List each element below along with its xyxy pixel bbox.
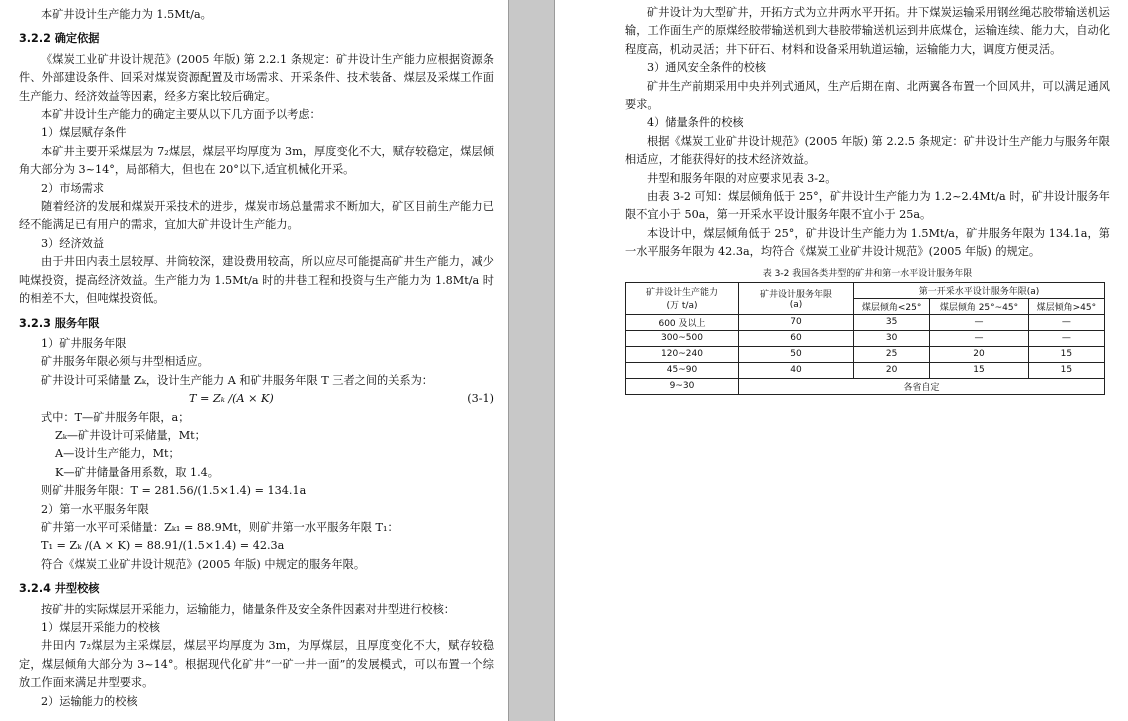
table-cell: — bbox=[1028, 330, 1104, 346]
table-cell: 15 bbox=[1028, 346, 1104, 362]
table-cell: 9~30 bbox=[626, 378, 739, 394]
paragraph bbox=[19, 390, 494, 408]
col-header-capacity-label: 矿井设计生产能力 bbox=[645, 288, 718, 299]
paragraph: 4）储量条件的校核 bbox=[647, 116, 744, 130]
paragraph: 矿井生产前期采用中央并列式通风，生产后期在南、北两翼各布置一个回风井，可以满足通风要求。 bbox=[625, 79, 1110, 112]
table-cell: — bbox=[930, 330, 1028, 346]
paragraph: K—矿井储量备用系数，取 1.4。 bbox=[55, 465, 219, 479]
paragraph: 1）矿井服务年限 bbox=[41, 336, 127, 350]
paragraph: 《煤炭工业矿井设计规范》(2005 年版) 第 2.2.1 条规定：矿井设计生产能力应根据资源条件、外部建设条件、回采对煤炭资源配置及市场需求、开采条件、技术装备、煤层及采煤工作面生产能力、经济效益等因素，经多方案比较后确定。 bbox=[19, 52, 494, 103]
table-caption: 表 3-2 我国各类井型的矿井和第一水平设计服务年限 bbox=[762, 268, 973, 279]
table-cell: 15 bbox=[930, 362, 1028, 378]
document-page-right bbox=[555, 0, 1128, 721]
paragraph: 根据《煤炭工业矿井设计规范》(2005 年版) 第 2.2.5 条规定：矿井设计生产能力与服务年限相适应，才能获得好的技术经济效益。 bbox=[625, 134, 1110, 167]
paragraph: 矿井服务年限必须与井型相适应。 bbox=[41, 355, 209, 369]
table-row bbox=[626, 346, 1105, 362]
section-heading: 3.2.4 井型校核 bbox=[19, 582, 100, 596]
paragraph: 按矿井的实际煤层开采能力，运输能力，储量条件及安全条件因素对井型进行校核： bbox=[41, 602, 455, 616]
right-body-text bbox=[625, 4, 1110, 262]
col-header-dip-low: 煤层倾角<25° bbox=[854, 298, 930, 314]
paragraph: 本设计中，煤层倾角低于 25°，矿井设计生产能力为 1.5Mt/a，矿井服务年限为 134.1a，第一水平服务年限为 42.3a，均符合《煤炭工业矿井设计规范》(2005 年版) 的规定。 bbox=[625, 226, 1110, 259]
table-cell: 20 bbox=[930, 346, 1028, 362]
table-cell: 600 及以上 bbox=[626, 314, 739, 330]
document-page-left bbox=[0, 0, 508, 721]
col-header-years-label: 矿井设计服务年限 bbox=[759, 289, 832, 300]
col-header-dip-mid: 煤层倾角 25°~45° bbox=[930, 298, 1028, 314]
paragraph: 本矿井主要开采煤层为 7₂煤层，煤层平均厚度为 3m，厚度变化不大，赋存较稳定，煤层倾角大部分为 3~14°，局部稍大，但也在 20°以下,适宜机械化开采。 bbox=[19, 144, 494, 177]
table-row bbox=[626, 330, 1105, 346]
paragraph: 本矿井设计生产能力的确定主要从以下几方面予以考虑： bbox=[41, 108, 321, 122]
col-header-capacity bbox=[626, 282, 739, 314]
paragraph: 3）通风安全条件的校核 bbox=[647, 61, 766, 75]
table-cell: 各省自定 bbox=[739, 378, 1105, 394]
table-row bbox=[626, 362, 1105, 378]
paragraph: A—设计生产能力，Mt； bbox=[55, 447, 180, 461]
paragraph: 2）第一水平服务年限 bbox=[41, 502, 149, 516]
table-cell: 20 bbox=[854, 362, 930, 378]
table-cell: 40 bbox=[739, 362, 854, 378]
table-cell: 50 bbox=[739, 346, 854, 362]
table-cell: 60 bbox=[739, 330, 854, 346]
paragraph: 2）运输能力的校核 bbox=[41, 694, 138, 708]
paragraph: T₁ = Zₖ /(A × K) = 88.91/(1.5×1.4) = 42.3a bbox=[41, 539, 285, 553]
paragraph: 随着经济的发展和煤炭开采技术的进步，煤炭市场总量需求不断加大，矿区目前生产能力已经不能满足已有用户的需求，宜加大矿井设计生产能力。 bbox=[19, 200, 494, 232]
paragraph: 本矿井设计生产能力为 1.5Mt/a。 bbox=[41, 8, 212, 21]
paragraph: 式中：T—矿井服务年限，a； bbox=[41, 410, 190, 424]
paragraph: 符合《煤炭工业矿井设计规范》(2005 年版) 中规定的服务年限。 bbox=[41, 557, 366, 571]
paragraph: 由表 3-2 可知：煤层倾角低于 25°，矿井设计生产能力为 1.2~2.4Mt/a 时，矿井设计服务年限不宜小于 50a，第一开采水平设计服务年限不宜小于 25a。 bbox=[625, 190, 1110, 222]
table-cell: 25 bbox=[854, 346, 930, 362]
col-header-capacity-unit: (万 t/a) bbox=[666, 301, 698, 312]
paragraph: 则矿井服务年限：T = 281.56/(1.5×1.4) = 134.1a bbox=[41, 484, 307, 498]
table-cell: 70 bbox=[739, 314, 854, 330]
col-header-years bbox=[739, 282, 854, 314]
paragraph: 3）经济效益 bbox=[41, 236, 105, 250]
table-cell: 15 bbox=[1028, 362, 1104, 378]
section-heading: 3.2.2 确定依据 bbox=[19, 32, 100, 46]
paragraph: 矿井第一水平可采储量：Zₖ₁ = 88.9Mt，则矿井第一水平服务年限 T₁： bbox=[41, 520, 399, 534]
table-row bbox=[626, 314, 1105, 330]
table-row bbox=[626, 378, 1105, 394]
table-cell: 300~500 bbox=[626, 330, 739, 346]
page-divider bbox=[508, 0, 509, 721]
service-life-table bbox=[625, 282, 1105, 395]
paragraph: 2）市场需求 bbox=[41, 181, 105, 195]
paragraph: 井田内 7₂煤层为主采煤层，煤层平均厚度为 3m，为厚煤层，且厚度变化不大，赋存较稳定，煤层倾角大部分为 3~14°。根据现代化矿井“一矿一井一面”的发展模式，可以布置一个综放工作面来满足井型要求。 bbox=[19, 639, 494, 690]
table-cell: 35 bbox=[854, 314, 930, 330]
equation-number: (3-1) bbox=[467, 392, 494, 406]
paragraph: 1）煤层赋存条件 bbox=[41, 126, 127, 140]
col-header-dip-high: 煤层倾角>45° bbox=[1028, 298, 1104, 314]
table-cell: 120~240 bbox=[626, 346, 739, 362]
paragraph: 矿井设计可采储量 Zₖ，设计生产能力 A 和矿井服务年限 T 三者之间的关系为： bbox=[41, 373, 433, 387]
col-header-years-unit: (a) bbox=[789, 299, 803, 310]
paragraph: Zₖ—矿井设计可采储量，Mt； bbox=[55, 428, 206, 442]
col-header-first-level: 第一开采水平设计服务年限(a) bbox=[854, 282, 1105, 298]
table-cell: 45~90 bbox=[626, 362, 739, 378]
section-heading: 3.2.3 服务年限 bbox=[19, 316, 100, 330]
paragraph: 井型和服务年限的对应要求见表 3-2。 bbox=[647, 171, 837, 185]
equation: T = Zₖ /(A × K) bbox=[189, 392, 274, 406]
paragraph: 由于井田内表土层较厚、井筒较深，建设费用较高，所以应尽可能提高矿井生产能力，减少吨煤投资，提高经济效益。生产能力为 1.5Mt/a 时的井巷工程和投资与生产能力为 1.8Mt/a 时的相差不大，但吨煤投资低。 bbox=[19, 255, 494, 306]
table-cell: 30 bbox=[854, 330, 930, 346]
paragraph: 矿井设计为大型矿井，开拓方式为立井两水平开拓。井下煤炭运输采用钢丝绳芯胶带输送机运输，工作面生产的原煤经胶带输送机到大巷胶带输送机运到井底煤仓，运输连续、能力大，自动化程度高，机动灵活；井下矸石、材料和设备采用轨道运输，运输能力大，调度方便灵活。 bbox=[625, 6, 1110, 56]
paragraph: 1）煤层开采能力的校核 bbox=[41, 621, 160, 634]
table-cell: — bbox=[930, 314, 1028, 330]
table-cell: — bbox=[1028, 314, 1104, 330]
